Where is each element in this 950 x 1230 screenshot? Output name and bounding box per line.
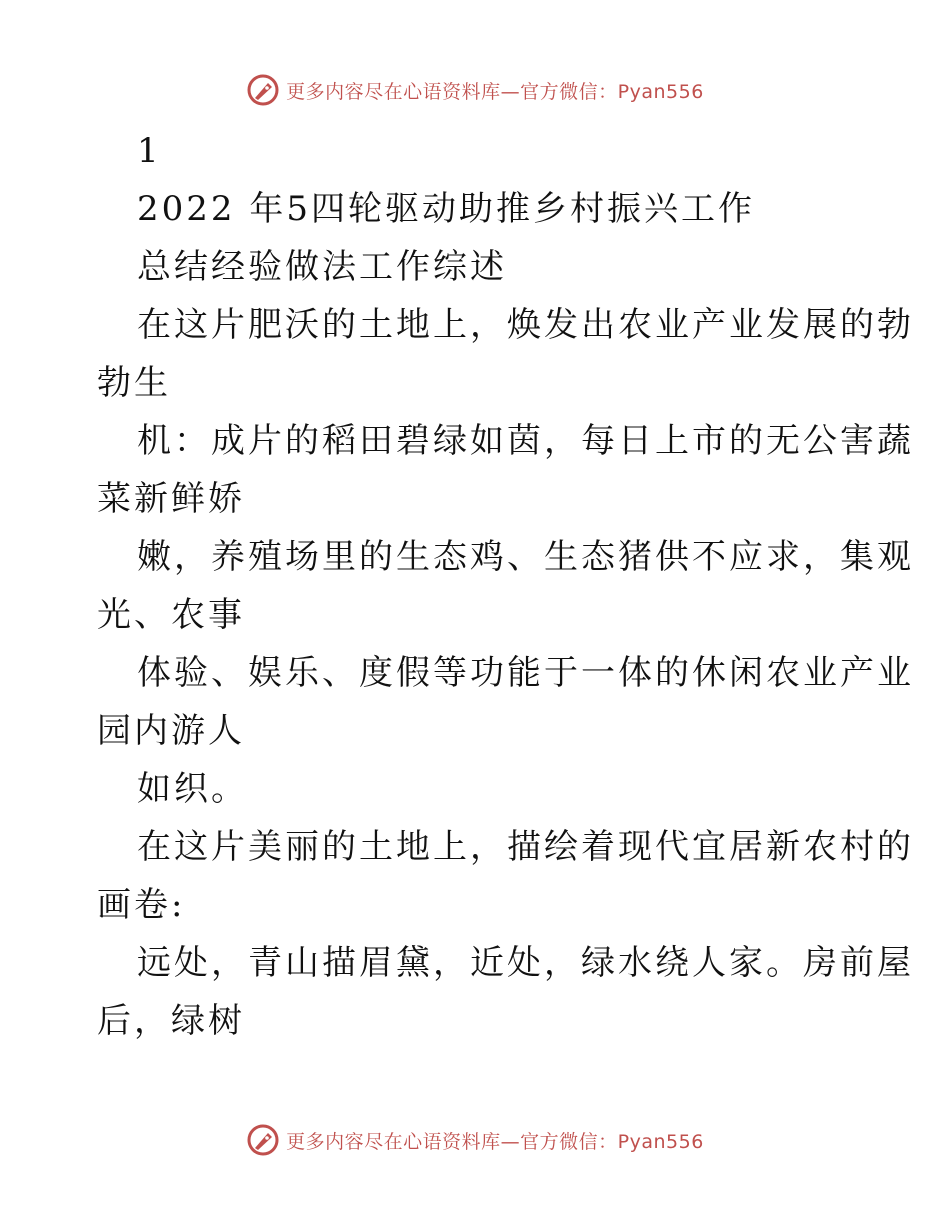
paragraph-line: 体验、娱乐、度假等功能于一体的休闲农业产业 [137, 653, 914, 693]
paragraph-line: 光、农事 [97, 595, 245, 635]
document-title-line-1: 2022 年5四轮驱动助推乡村振兴工作 [137, 189, 755, 229]
paragraph-line: 如织。 [137, 769, 248, 809]
footer-watermark [0, 1120, 950, 1160]
document-body [97, 122, 914, 1050]
pen-nib-logo-icon [246, 1123, 280, 1157]
paragraph-line: 园内游人 [97, 711, 245, 751]
paragraph-line: 后，绿树 [97, 1001, 245, 1041]
page-number: 1 [137, 131, 162, 171]
paragraph-line: 在这片美丽的土地上，描绘着现代宜居新农村的 [137, 827, 914, 867]
document-title-line-2: 总结经验做法工作综述 [137, 247, 507, 287]
paragraph-line: 菜新鲜娇 [97, 479, 245, 519]
paragraph-line: 勃生 [97, 363, 171, 403]
watermark-text: 更多内容尽在心语资料库—官方微信：Pyan556 [286, 80, 704, 103]
header-watermark [0, 70, 950, 110]
pen-nib-logo-icon [246, 73, 280, 107]
paragraph-line: 嫩，养殖场里的生态鸡、生态猪供不应求，集观 [137, 537, 914, 577]
paragraph-line: 画卷: [97, 885, 186, 925]
paragraph-line: 远处，青山描眉黛，近处，绿水绕人家。房前屋 [137, 943, 914, 983]
watermark-text: 更多内容尽在心语资料库—官方微信：Pyan556 [286, 1130, 704, 1153]
paragraph-line: 在这片肥沃的土地上，焕发出农业产业发展的勃 [137, 305, 914, 345]
paragraph-line: 机：成片的稻田碧绿如茵，每日上市的无公害蔬 [137, 421, 914, 461]
